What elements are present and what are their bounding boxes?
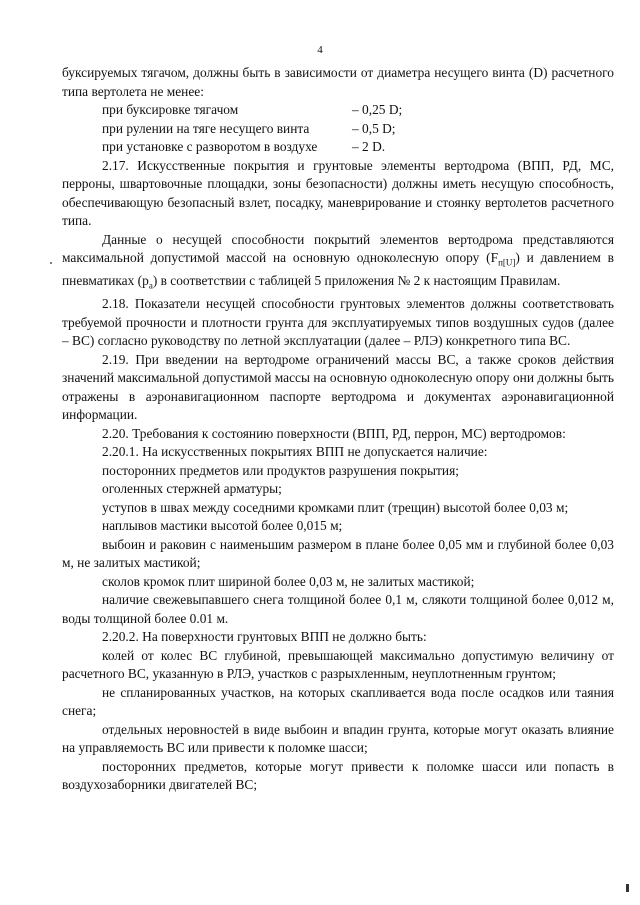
paragraph-bearing-data [62,231,614,296]
paragraph-continuation: буксируемых тягачом, должны быть в зависимости от диаметра несущего винта (D) расчетного типа вертолета не менее: [62,65,614,99]
distance-row [62,138,614,157]
list-item: наплывов мастики высотой более 0,015 м; [102,518,343,534]
list-item: оголенных стержней арматуры; [102,481,282,497]
list-item: выбоин и раковин с наименьшим размером в плане более 0,05 мм и глубиной более 0,03 м, не залитых мастикой; [62,536,614,571]
subscript-index: а [148,280,153,291]
paragraph-2-19: 2.19. При введении на вертодроме ограничений массы ВС, а также сроков действия значений максимальной допустимой массы на основную одноколесную опору они должны быть отражены в аэронавигационном паспорте вертодрома и документах аэронавигационной информации. [62,351,614,423]
paragraph-2-20-1: 2.20.1. На искусственных покрытиях ВПП не допускается наличие: [102,444,488,460]
list-item: колей от колес ВС глубиной, превышающей максимально допустимую величину от расчетного ВС, указанную в РЛЭ, участков с разрыхленным, неуплотненным грунтом; [62,647,614,682]
distance-row [62,101,614,120]
subscript-index: п[U] [498,257,516,268]
scan-edge-mark [626,884,629,892]
list-item: посторонних предметов или продуктов разрушения покрытия; [102,462,459,478]
list-item: сколов кромок плит шириной более 0,03 м, не залитых мастикой; [102,573,475,589]
document-body [62,64,614,795]
paragraph-2-17: 2.17. Искусственные покрытия и грунтовые элементы вертодрома (ВПП, РД, МС, перроны, швартовочные площадки, зоны безопасности) должны иметь несущую способность, обеспечивающую безопасный взлет, посадку, маневрирование и стоянку вертолетов расчетного типа. [62,157,614,228]
distance-label: при буксировке тягачом [102,102,239,117]
paragraph-2-20: 2.20. Требования к состоянию поверхности (ВПП, РД, перрон, МС) вертодромов: [102,425,566,441]
scan-speck [50,262,52,264]
paragraph-2-20-2: 2.20.2. На поверхности грунтовых ВПП не должно быть: [102,629,427,645]
distance-value: – 0,25 D; [352,102,403,117]
list-item: уступов в швах между соседними кромками плит (трещин) высотой более 0,03 м; [102,499,569,515]
bearing-text-c: ) в соответствии с таблицей 5 приложения № 2 к настоящим Правилам. [152,273,561,289]
distance-label: при установке с разворотом в воздухе [102,139,318,154]
distance-value: – 0,5 D; [352,120,396,136]
list-item: отдельных неровностей в виде выбоин и впадин грунта, которые могут оказать влияние на управляемость ВС или привести к поломке шасси; [62,721,614,756]
distance-row [62,120,614,139]
bearing-text-b: ) и давлением в пневматиках (р [62,250,614,289]
list-item: наличие свежевыпавшего снега толщиной более 0,1 м, слякоти толщиной более 0,012 м, воды толщиной более 0.01 м. [62,592,614,626]
distance-label: при рулении на тяге несущего винта [102,120,310,136]
page-number: 4 [317,44,323,56]
distance-value: – 2 D. [352,139,386,154]
bearing-text-a: Данные о несущей способности покрытий элементов вертодрома представляются максимальной допустимой массой на основную одноколесную опору (F [62,231,614,265]
list-item: не спланированных участков, на которых скапливается вода после осадков или таяния снега; [62,684,614,719]
paragraph-2-18: 2.18. Показатели несущей способности грунтовых элементов должны соответствовать требуемой прочности и плотности грунта для эксплуатируемых типов воздушных судов (далее – ВС) согласно руководству по летной эксплуатации (далее – РЛЭ) конкретного типа ВС. [62,296,614,349]
list-item: посторонних предметов, которые могут привести к поломке шасси или попасть в воздухозаборники двигателей ВС; [62,758,614,793]
